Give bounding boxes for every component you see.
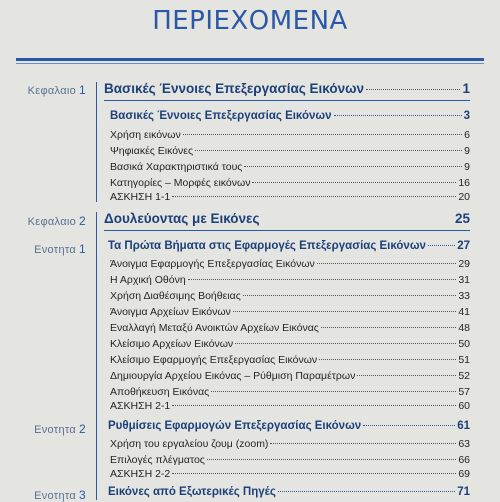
toc-item[interactable]: Κλείσιμο Αρχείων Εικόνων 50 (110, 338, 470, 350)
unit-label: Ενοτητα 3 (34, 488, 86, 502)
chapter-label: Κεφαλαιο 1 (27, 83, 86, 97)
toc-item[interactable]: ΑΣΚΗΣΗ 2-1 60 (110, 400, 470, 412)
toc-item[interactable]: Κλείσιμο Εφαρμογής Επεξεργασίας Εικόνων 51 (110, 354, 470, 366)
chapter-label: Κεφαλαιο 2 (27, 214, 86, 228)
toc-item[interactable]: Χρήση Διαθέσιμης Βοήθειας 33 (110, 290, 470, 302)
chapter-2-underline (104, 230, 470, 231)
toc-item[interactable]: Ψηφιακές Εικόνες 9 (110, 145, 470, 157)
toc-item[interactable]: Κατηγορίες – Μορφές εικόνων 16 (110, 177, 470, 189)
chapter-2-vline (96, 212, 97, 500)
section-entry[interactable]: Βασικές Έννοιες Επεξεργασίας Εικόνων 3 (110, 110, 470, 122)
chapter-1-vline (96, 82, 97, 202)
toc-item[interactable]: Δημιουργία Αρχείου Εικόνας – Ρύθμιση Παραμέτρων 52 (110, 370, 470, 382)
toc-item[interactable]: Χρήση του εργαλείου ζουμ (zoom) 63 (110, 438, 470, 450)
section-entry[interactable]: Ρυθμίσεις Εφαρμογών Επεξεργασίας Εικόνων 61 (108, 420, 470, 432)
toc-item[interactable]: Άνοιγμα Εφαρμογής Επεξεργασίας Εικόνων 29 (110, 258, 470, 270)
toc-item[interactable]: Εναλλαγή Μεταξύ Ανοικτών Αρχείων Εικόνας 48 (110, 322, 470, 334)
title-rule (16, 58, 484, 64)
section-entry[interactable]: Τα Πρώτα Βήματα στις Εφαρμογές Επεξεργασίας Εικόνων 27 (108, 240, 470, 252)
toc-item[interactable]: ΑΣΚΗΣΗ 2-2 69 (110, 468, 470, 480)
section-entry[interactable]: Εικόνες από Εξωτερικές Πηγές 71 (108, 486, 470, 498)
toc-item[interactable]: Άνοιγμα Αρχείων Εικόνων 41 (110, 306, 470, 318)
toc-item[interactable]: Βασικά Χαρακτηριστικά τους 9 (110, 161, 470, 173)
toc-item[interactable]: ΑΣΚΗΣΗ 1-1 20 (110, 191, 470, 203)
chapter-1-underline (104, 100, 470, 101)
toc-item[interactable]: Αποθήκευση Εικόνας 57 (110, 386, 470, 398)
toc-item[interactable]: Επιλογές πλέγματος 66 (110, 454, 470, 466)
unit-label: Ενοτητα 2 (34, 422, 86, 436)
toc-item[interactable]: Χρήση εικόνων 6 (110, 129, 470, 141)
toc-item[interactable]: Η Αρχική Οθόνη 31 (110, 274, 470, 286)
chapter-2-entry[interactable]: Δουλεύοντας με Εικόνες 25 (104, 211, 470, 226)
chapter-1-entry[interactable]: Βασικές Έννοιες Επεξεργασίας Εικόνων 1 (104, 81, 470, 96)
unit-label: Ενοτητα 1 (34, 242, 86, 256)
page-title: ΠΕΡΙΕΧΟΜΕΝΑ (152, 6, 348, 36)
